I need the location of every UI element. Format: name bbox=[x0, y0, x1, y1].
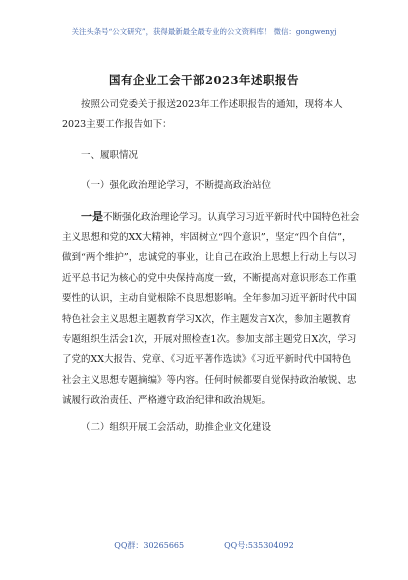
footer-contact bbox=[0, 540, 408, 551]
paragraph-lead: 一是 bbox=[81, 209, 103, 223]
body-paragraph bbox=[62, 207, 360, 412]
intro-paragraph: 按照公司党委关于报送2023年工作述职报告的通知，现将本人2023主要工作报告如下： bbox=[62, 99, 343, 131]
subsection-heading-2: （二）组织开展工会活动，助推企业文化建设 bbox=[81, 421, 272, 433]
document-title: 国有企业工会干部2023年述职报告 bbox=[108, 73, 299, 87]
document-body bbox=[62, 95, 360, 438]
subsection-heading: （一）强化政治理论学习，不断提高政治站位 bbox=[81, 180, 272, 192]
footer-qq-group: QQ群：30265665 bbox=[114, 541, 185, 550]
header-note: 关注头条号“公文研究”，获得最新最全最专业的公文资料库！ 微信：gongwenyj bbox=[71, 27, 337, 36]
paragraph-text: 不断强化政治理论学习。认真学习习近平新时代中国特色社会主义思想和党的XX大精神，牢固树立“四个意识”，坚定“四个自信”，做到“两个维护”，忠诚党的事业，让自己在政治上思想上行动上与以习近平总书记为核心的党中央保持高度一致，不断提高对意识形态工作重要性的认识，主动自觉根除不良思想影响。全年参加习近平新时代中国特色社会主义思想主题教育学习X次，作主题发言X次，参加主题教育专题组织生活会1次，开展对照检查1次。参加支部主题党日X次，学习了党的XX大报告、党章、《习近平著作选读》《习近平新时代中国特色社会主义思想专题摘编》等内容。任何时候都要自觉保持政治敏锐、忠诚履行政治责任、严格遵守政治纪律和政治规矩。 bbox=[62, 211, 360, 407]
footer-qq-number: QQ号:535304092 bbox=[224, 541, 294, 550]
section-heading: 一、履职情况 bbox=[81, 149, 139, 161]
